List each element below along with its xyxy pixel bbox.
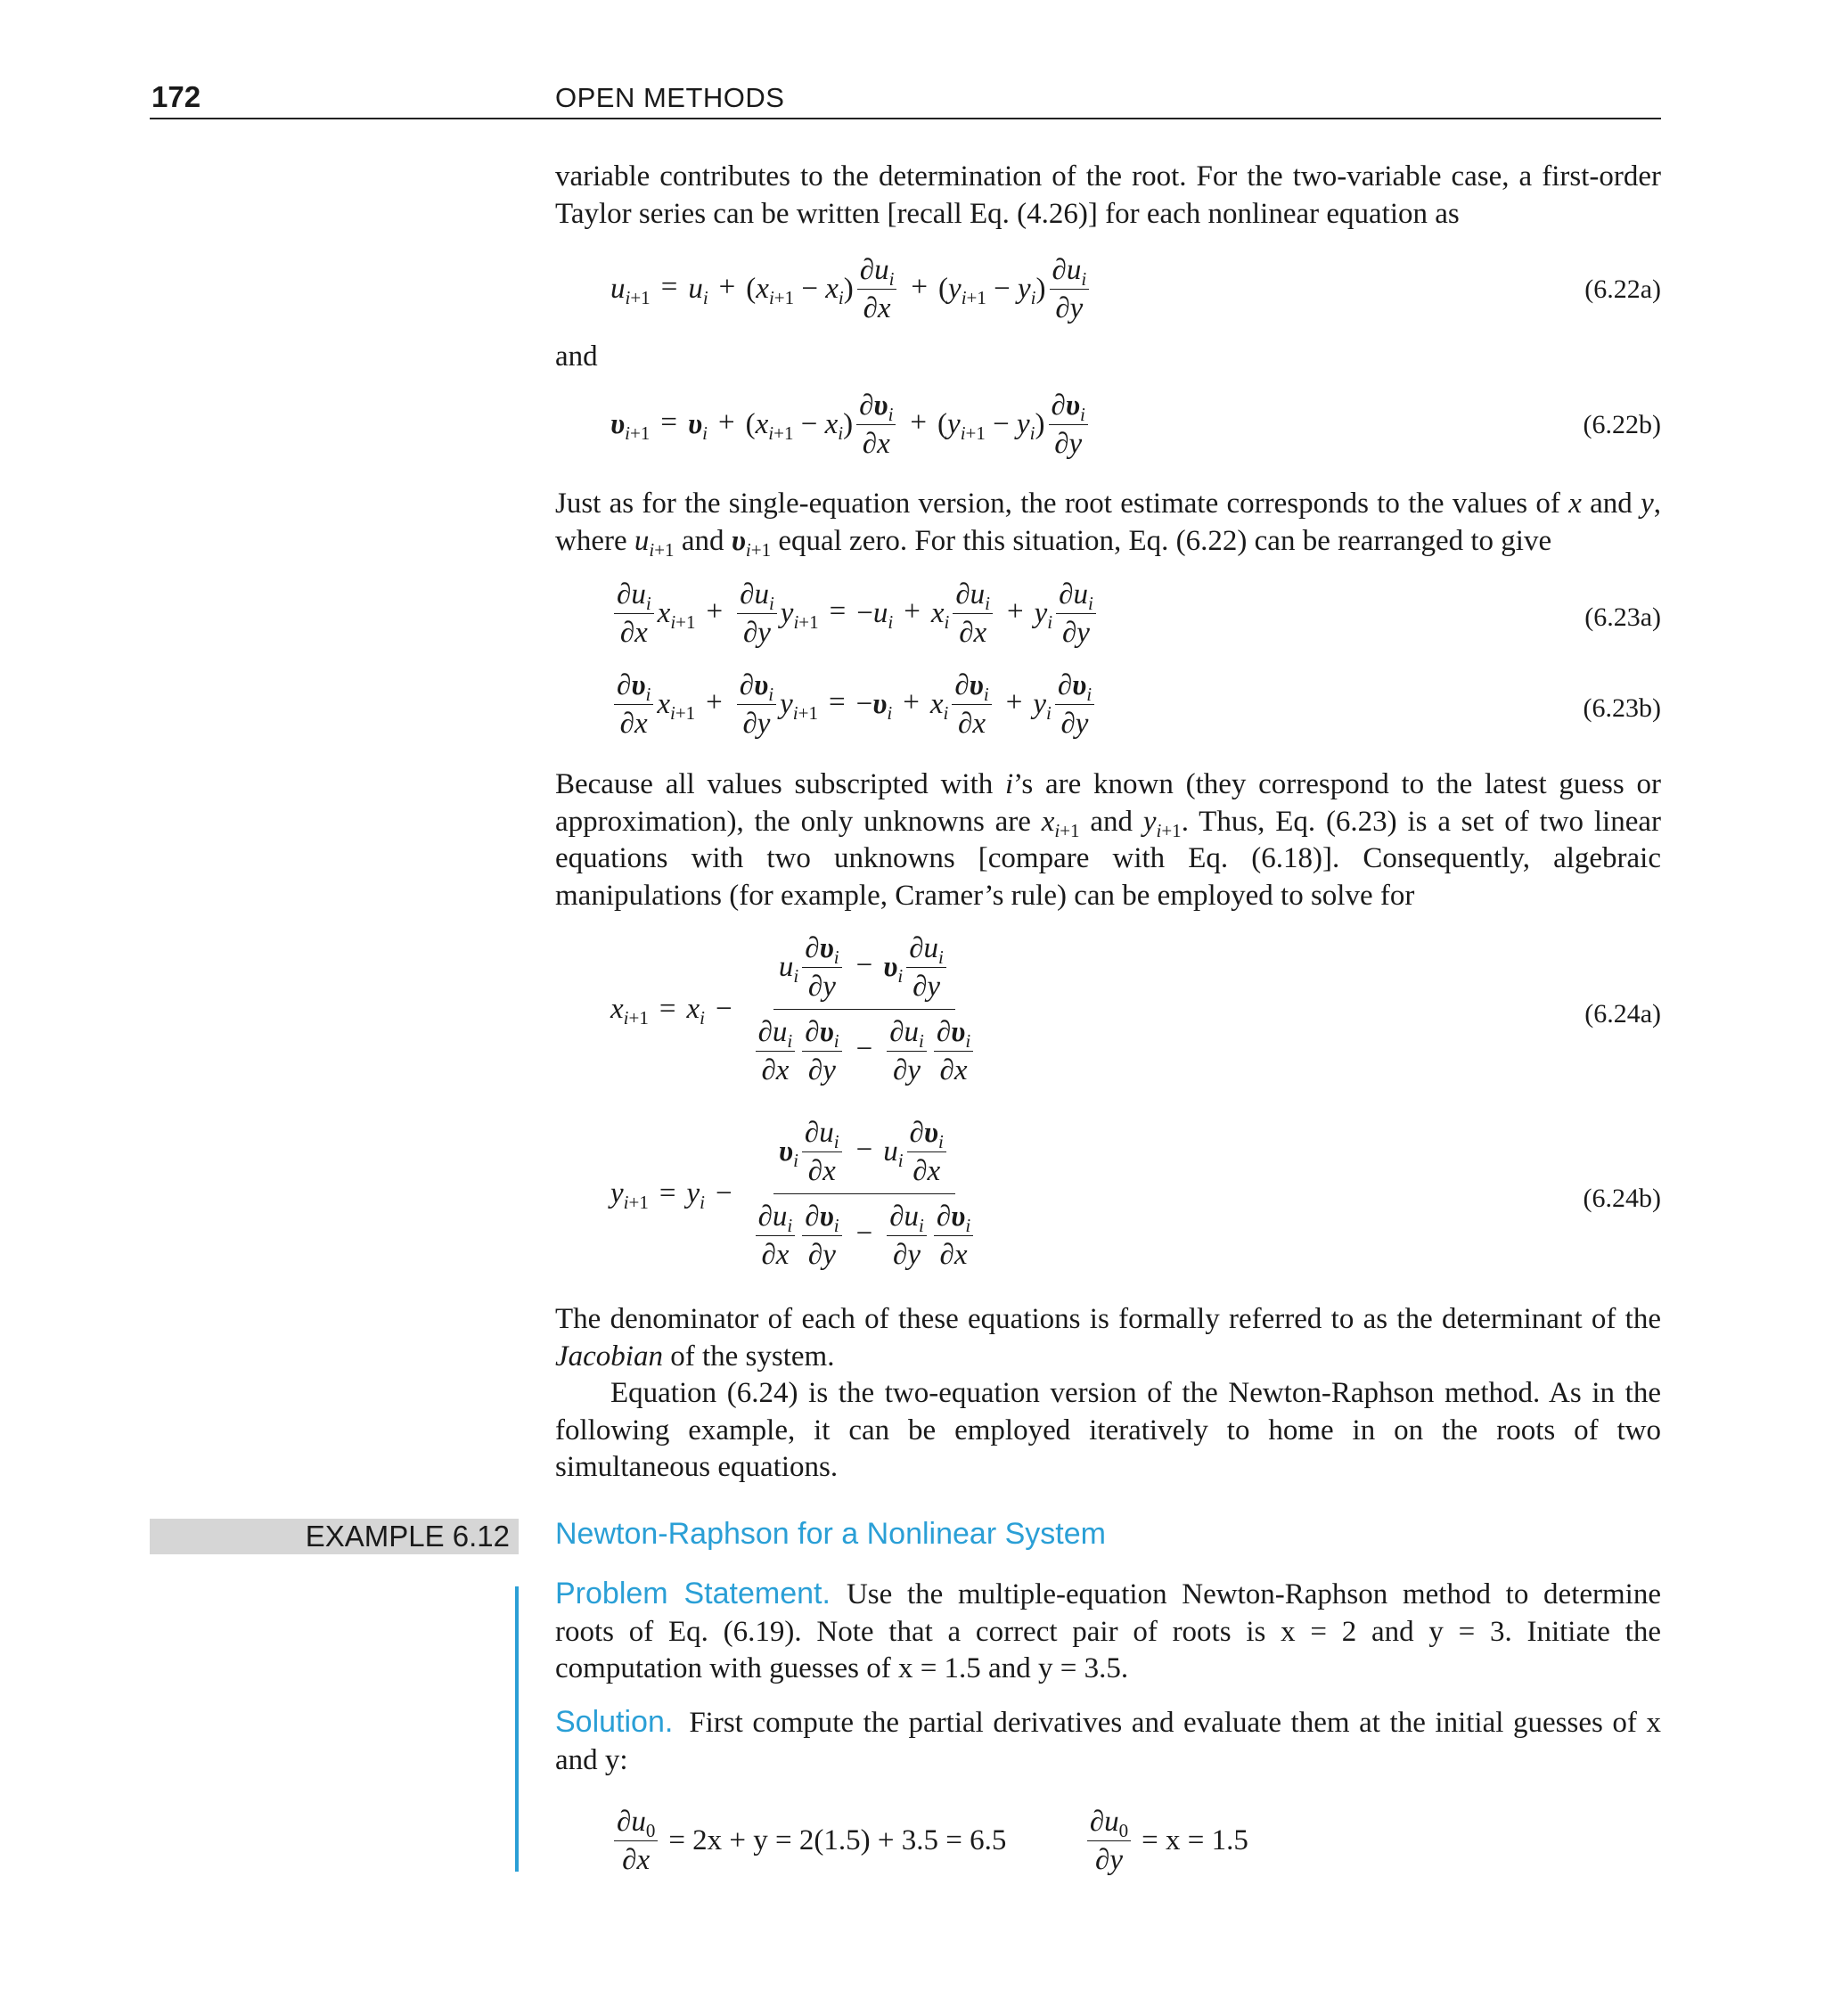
eval-du0-dy: = x = 1.5 xyxy=(1142,1824,1248,1856)
page-number: 172 xyxy=(151,80,201,113)
solution-label: Solution. xyxy=(555,1705,674,1739)
equation-6-24a: $x_{i+1}$ = $x_i$ − $u_i$ $\frac{\partial\upsilon_i}{\partial y}$ − $\upsilon_i$ $\frac{\partial u_i}{\partial y}$ $\frac{\partial u_i}{\partial x}$ $\frac{\partial\upsilon_i}{\partial y}$ − $\frac{\partial u_i}{\partial y}$ $\frac{\partial\upsilon_i}{\partial x}$ (6.24a) xyxy=(610,932,1661,1086)
equation-number: (6.24a) xyxy=(1584,999,1661,1028)
example-label: EXAMPLE 6.12 xyxy=(305,1520,510,1553)
problem-statement-label: Problem Statement. xyxy=(555,1577,831,1610)
equation-6-23a: $\frac{\partial u_i}{\partial x}$ $x_{i+1}$ + $\frac{\partial u_i}{\partial y}$ $y_{i+1} = -u_i + x_i$ $\frac{\partial u_i}{\partial x}$ + $y_i$ $\frac{\partial u_i}{\partial y}$ (6.23a) xyxy=(555,578,1661,658)
running-head: OPEN METHODS xyxy=(555,82,785,113)
eval-du0-dx: = 2x + y = 2(1.5) + 3.5 = 6.5 xyxy=(668,1824,1007,1856)
paragraph-root-estimate: Just as for the single-equation version, the root estimate corresponds to the values of x and y, where $u_{i+1}$ and $\upsilon_{i+1}$ equal zero. For this situation, Eq. (6.22) can be rearranged to give xyxy=(555,488,1661,561)
header-rule xyxy=(150,118,1661,119)
paragraph-linear-system: Because all values subscripted with i’s are known (they correspond to the latest guess or approximation), the only unknowns are $x_{i+1}$ and $y_{i+1}$. Thus, Eq. (6.23) is a set of two linear equations with two unknowns [compare with Eq. (6.18)]. Consequently, algebraic manipulations (for example, Cramer’s rule) can be employed to solve for xyxy=(555,768,1661,912)
equation-number: (6.22a) xyxy=(1584,275,1661,304)
equation-6-22a: $u_{i+1} = u_i + (x_{i+1} - x_i)$ $\frac{\partial u_i}{\partial x}$ + $(y_{i+1} - y_i)$ $\frac{\partial u_i}{\partial y}$ (6.22a) xyxy=(610,254,1661,324)
paragraph-taylor-intro: variable contributes to the determination of the root. For the two-variable case, a first-order Taylor series can be written [recall Eq. (4.26)] for each nonlinear equation as xyxy=(555,160,1661,230)
equation-6-23b: $\frac{\partial\upsilon_i}{\partial x}$ $x_{i+1}$ + $\frac{\partial\upsilon_i}{\partial y}$ $y_{i+1} = -\upsilon_i + x_i$ $\frac{\partial\upsilon_i}{\partial x}$ + $y_i$ $\frac{\partial\upsilon_i}{\partial y}$ (6.23b) xyxy=(555,668,1661,749)
partial-derivative-evaluations: $\frac{\partial u_0}{\partial x}$ = 2x + y = 2(1.5) + 3.5 = 6.5 $\frac{\partial u_0}{\partial y}$ = x = 1.5 xyxy=(555,1805,1661,1885)
equation-6-24b: $y_{i+1}$ = $y_i$ − $\upsilon_i$ $\frac{\partial u_i}{\partial x}$ − $u_i$ $\frac{\partial\upsilon_i}{\partial x}$ $\frac{\partial u_i}{\partial x}$ $\frac{\partial\upsilon_i}{\partial y}$ − $\frac{\partial u_i}{\partial y}$ $\frac{\partial\upsilon_i}{\partial x}$ (6.24b) xyxy=(610,1117,1661,1271)
equation-6-22b: $\upsilon_{i+1} = \upsilon_i + (x_{i+1} - x_i)$ $\frac{\partial\upsilon_i}{\partial x}$ + $(y_{i+1} - y_i)$ $\frac{\partial\upsilon_i}{\partial y}$ (6.22b) xyxy=(610,389,1661,460)
equation-number: (6.23a) xyxy=(1584,602,1661,632)
paragraph-jacobian: The denominator of each of these equations is formally referred to as the determinant of the Jacobian of the system. xyxy=(555,1303,1661,1373)
word-and: and xyxy=(555,340,598,373)
example-side-rule xyxy=(515,1586,519,1872)
equation-number: (6.24b) xyxy=(1583,1184,1661,1213)
example-title: Newton-Raphson for a Nonlinear System xyxy=(555,1517,1106,1551)
problem-statement: Problem Statement. Use the multiple-equation Newton-Raphson method to determine roots of Eq. (6.19). Note that a correct pair of roots is x = 2 and y = 3. Initiate the computation with guesses of x = 1.5 and y = 3.5. xyxy=(555,1577,1661,1684)
paragraph-two-equation-version: Equation (6.24) is the two-equation version of the Newton-Raphson method. As in the following example, it can be employed iteratively to home in on the roots of two simultaneous equations. xyxy=(555,1377,1661,1483)
solution-paragraph: Solution. First compute the partial derivatives and evaluate them at the initial guesses of x and y: xyxy=(555,1705,1661,1776)
equation-number: (6.23b) xyxy=(1583,693,1661,723)
equation-number: (6.22b) xyxy=(1583,410,1661,439)
